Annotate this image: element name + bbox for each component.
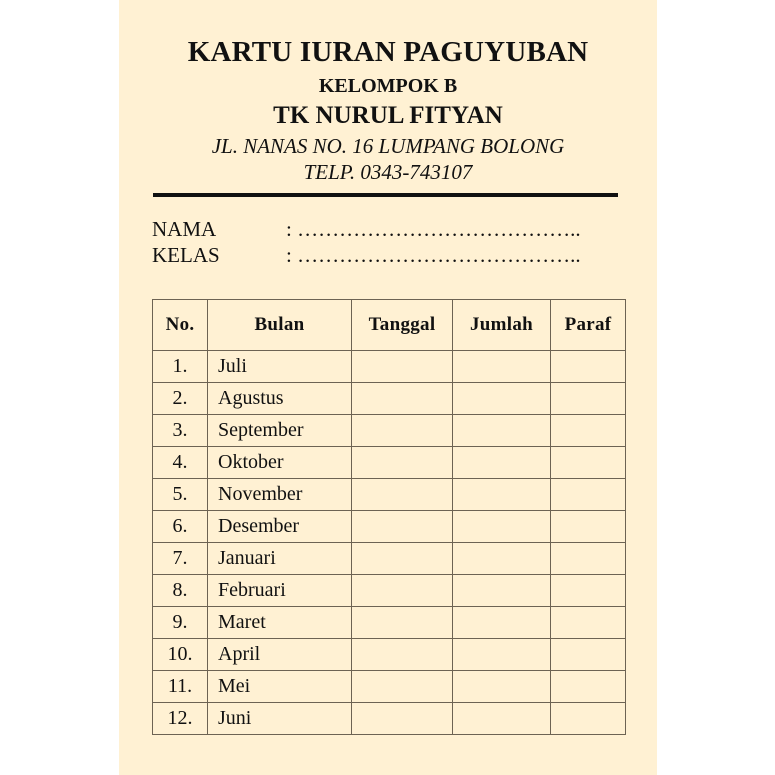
cell-jumlah: [453, 351, 551, 383]
cell-tanggal: [352, 383, 453, 415]
table-row: [153, 639, 626, 671]
cell-paraf: [551, 639, 626, 671]
cell-paraf: [551, 479, 626, 511]
cell-no: 5.: [153, 479, 208, 511]
cell-no: 9.: [153, 607, 208, 639]
cell-jumlah: [453, 575, 551, 607]
column-header-bulan: Bulan: [208, 300, 352, 351]
table-row: [153, 575, 626, 607]
column-header-paraf: Paraf: [551, 300, 626, 351]
cell-bulan: Februari: [208, 575, 352, 607]
dues-card: [119, 0, 657, 775]
cell-paraf: [551, 703, 626, 735]
cell-paraf: [551, 383, 626, 415]
header-divider: [153, 193, 618, 197]
column-header-no: No.: [153, 300, 208, 351]
cell-tanggal: [352, 447, 453, 479]
name-field: [152, 217, 581, 242]
table-row: [153, 607, 626, 639]
cell-tanggal: [352, 671, 453, 703]
cell-no: 1.: [153, 351, 208, 383]
cell-jumlah: [453, 479, 551, 511]
cell-jumlah: [453, 511, 551, 543]
cell-jumlah: [453, 383, 551, 415]
cell-jumlah: [453, 415, 551, 447]
cell-tanggal: [352, 639, 453, 671]
school-address: JL. NANAS NO. 16 LUMPANG BOLONG: [211, 134, 565, 158]
cell-bulan: Juli: [208, 351, 352, 383]
cell-bulan: Mei: [208, 671, 352, 703]
cell-bulan: September: [208, 415, 352, 447]
table-row: [153, 479, 626, 511]
cell-no: 12.: [153, 703, 208, 735]
cell-no: 8.: [153, 575, 208, 607]
cell-tanggal: [352, 607, 453, 639]
cell-bulan: Juni: [208, 703, 352, 735]
payment-table: [152, 299, 626, 735]
cell-paraf: [551, 607, 626, 639]
table-row: [153, 671, 626, 703]
cell-tanggal: [352, 543, 453, 575]
name-label: NAMA: [152, 217, 217, 241]
column-header-jumlah: Jumlah: [453, 300, 551, 351]
cell-paraf: [551, 671, 626, 703]
cell-tanggal: [352, 703, 453, 735]
cell-no: 6.: [153, 511, 208, 543]
cell-tanggal: [352, 575, 453, 607]
table-row: [153, 703, 626, 735]
cell-jumlah: [453, 607, 551, 639]
table-row: [153, 543, 626, 575]
cell-paraf: [551, 351, 626, 383]
cell-jumlah: [453, 703, 551, 735]
cell-paraf: [551, 447, 626, 479]
class-blank: : …………………………………..: [286, 243, 581, 267]
cell-jumlah: [453, 639, 551, 671]
cell-jumlah: [453, 447, 551, 479]
cell-no: 4.: [153, 447, 208, 479]
cell-bulan: Agustus: [208, 383, 352, 415]
cell-paraf: [551, 575, 626, 607]
name-blank: : …………………………………..: [286, 217, 581, 241]
cell-bulan: Maret: [208, 607, 352, 639]
cell-no: 7.: [153, 543, 208, 575]
cell-no: 2.: [153, 383, 208, 415]
cell-tanggal: [352, 479, 453, 511]
class-label: KELAS: [152, 243, 220, 267]
group-label: KELOMPOK B: [318, 75, 458, 97]
cell-bulan: Desember: [208, 511, 352, 543]
table-row: [153, 383, 626, 415]
cell-paraf: [551, 415, 626, 447]
school-name: TK NURUL FITYAN: [273, 102, 503, 129]
cell-no: 11.: [153, 671, 208, 703]
table-row: [153, 511, 626, 543]
cell-bulan: November: [208, 479, 352, 511]
table-header-row: [153, 300, 626, 351]
cell-bulan: April: [208, 639, 352, 671]
cell-jumlah: [453, 543, 551, 575]
table-row: [153, 447, 626, 479]
school-phone: TELP. 0343-743107: [303, 160, 473, 184]
table-row: [153, 351, 626, 383]
class-field: [152, 243, 581, 268]
cell-bulan: Januari: [208, 543, 352, 575]
cell-tanggal: [352, 415, 453, 447]
cell-no: 3.: [153, 415, 208, 447]
cell-bulan: Oktober: [208, 447, 352, 479]
cell-no: 10.: [153, 639, 208, 671]
cell-tanggal: [352, 511, 453, 543]
column-header-tanggal: Tanggal: [352, 300, 453, 351]
cell-tanggal: [352, 351, 453, 383]
card-title: KARTU IURAN PAGUYUBAN: [187, 36, 589, 68]
cell-paraf: [551, 543, 626, 575]
cell-jumlah: [453, 671, 551, 703]
table-row: [153, 415, 626, 447]
cell-paraf: [551, 511, 626, 543]
